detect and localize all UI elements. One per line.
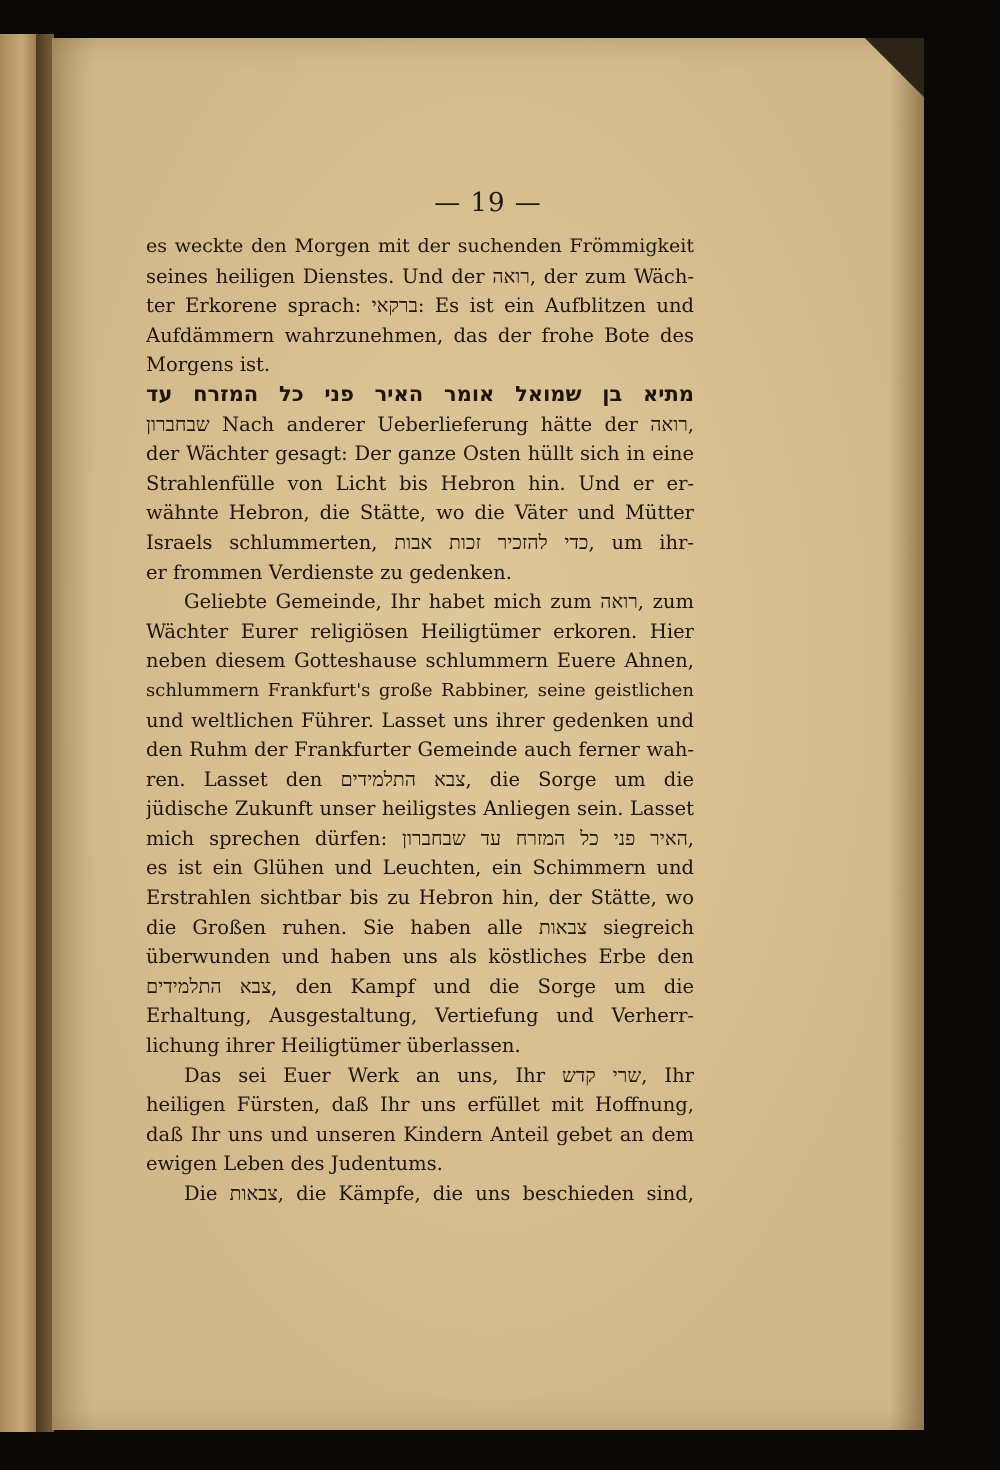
text-line: und weltlichen Führer. Lasset uns ihrer gedenken und xyxy=(146,708,694,732)
text-line: Morgens ist. xyxy=(146,353,271,377)
text-line: Wächter Eurer religiösen Heiligtümer erkoren. Hier xyxy=(146,619,694,643)
text-line: überwunden und haben uns als köstliches Erbe den xyxy=(146,945,694,969)
text-line: Erstrahlen sichtbar bis zu Hebron hin, der Stätte, wo xyxy=(146,886,694,910)
text-line: es ist ein Glühen und Leuchten, ein Schimmern und xyxy=(146,856,694,880)
text-line: Erhaltung, Ausgestaltung, Vertiefung und Verherr- xyxy=(146,1004,694,1028)
text-line: mich sprechen dürfen: האיר פני כל המזרח עד שבחברון, xyxy=(146,826,694,850)
text-line: Das sei Euer Werk an uns, Ihr שרי קדש, Ihr xyxy=(184,1063,694,1087)
text-line: neben diesem Gotteshause schlummern Euere Ahnen, xyxy=(146,649,694,673)
text-line: es weckte den Morgen mit der suchenden Frömmigkeit xyxy=(146,235,694,257)
text-line: ter Erkorene sprach: ברקאי: Es ist ein Aufblitzen und xyxy=(146,294,694,318)
text-line: den Ruhm der Frankfurter Gemeinde auch ferner wah- xyxy=(146,738,694,762)
text-line: Israels schlummerten, כדי להזכיר זכות אבות, um ihr- xyxy=(146,530,694,554)
text-line: jüdische Zukunft unser heiligstes Anliegen sein. Lasset xyxy=(146,797,694,821)
text-line: seines heiligen Dienstes. Und der רואה, der zum Wäch- xyxy=(146,264,694,288)
page-corner-fold xyxy=(854,38,924,98)
text-line: wähnte Hebron, die Stätte, wo die Väter und Mütter xyxy=(146,501,694,525)
text-line: ren. Lasset den צבא התלמידים, die Sorge um die xyxy=(146,767,694,791)
page-text-body xyxy=(146,232,694,1209)
page-number: — 19 — xyxy=(434,188,542,218)
text-line: heiligen Fürsten, daß Ihr uns erfüllet mit Hoffnung, xyxy=(146,1093,694,1117)
text-line: lichung ihrer Heiligtümer überlassen. xyxy=(146,1034,521,1058)
text-line: daß Ihr uns und unseren Kindern Anteil gebet an dem xyxy=(146,1122,694,1146)
text-line: die Großen ruhen. Sie haben alle צבאות siegreich xyxy=(146,915,694,939)
text-line: צבא התלמידים, den Kampf und die Sorge um die xyxy=(146,974,694,998)
text-line: ewigen Leben des Judentums. xyxy=(146,1152,443,1176)
text-line: der Wächter gesagt: Der ganze Osten hüllt sich in eine xyxy=(146,442,694,466)
text-line: Geliebte Gemeinde, Ihr habet mich zum רואה, zum xyxy=(184,590,694,614)
text-line: er frommen Verdienste zu gedenken. xyxy=(146,560,512,584)
text-line: Strahlenfülle von Licht bis Hebron hin. Und er er- xyxy=(146,471,694,495)
text-line: מתיא בן שמואל אומר האיר פני כל המזרח עד xyxy=(146,381,694,406)
text-line: Die צבאות, die Kämpfe, die uns beschieden sind, xyxy=(184,1182,694,1205)
text-line: schlummern Frankfurt's große Rabbiner, seine geistlichen xyxy=(146,679,694,701)
text-line: שבחברון Nach anderer Ueberlieferung hätte der רואה, xyxy=(146,412,694,436)
text-line: Aufdämmern wahrzunehmen, das der frohe Bote des xyxy=(146,323,694,347)
facing-page-edge xyxy=(0,34,40,1432)
